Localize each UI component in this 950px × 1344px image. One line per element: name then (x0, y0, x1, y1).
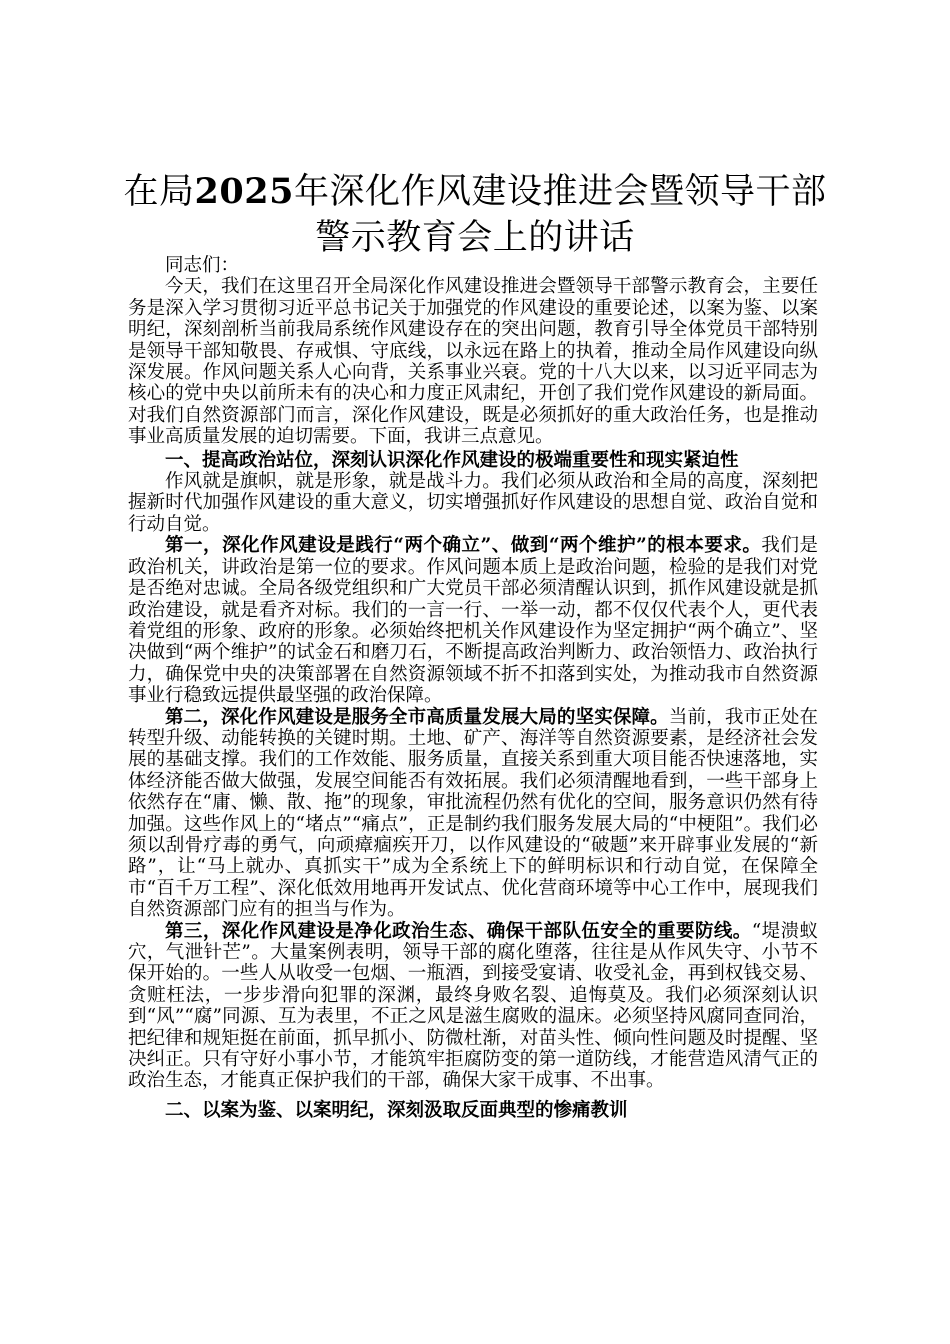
title-prefix: 在局 (123, 172, 195, 212)
point-2-text: 当前，我市正处在转型升级、动能转换的关键时期。土地、矿产、海洋等自然资源要素，是经济社会发展的基础支撑。我们的工作效能、服务质量，直接关系到重大项目能否快速落地，实体经济能否做大做强，发展空间能否有效拓展。我们必须清醒地看到，一些干部身上依然存在“庸、懒、散、拖”的现象，审批流程仍然有优化的空间，服务意识仍然有待加强。这些作风上的“堵点”“痛点”，正是制约我们服务发展大局的“中梗阻”。我们必须以刮骨疗毒的勇气，向顽瘴痼疾开刀，以作风建设的“破题”来开辟事业发展的“新路”，让“马上就办、真抓实干”成为全系统上下的鲜明标识和行动自觉，在保障全市“百千万工程”、深化低效用地再开发试点、优化营商环境等中心工作中，展现我们自然资源部门应有的担当与作为。 (128, 706, 818, 921)
point-1-lead: 第一，深化作风建设是践行“两个确立”、做到“两个维护”的根本要求。 (165, 535, 762, 557)
intro-paragraph: 今天，我们在这里召开全局深化作风建设推进会暨领导干部警示教育会，主要任务是深入学习贯彻习近平总书记关于加强党的作风建设的重要论述，以案为鉴、以案明纪，深刻剖析当前我局系统作风建设存在的突出问题，教育引导全体党员干部特别是领导干部知敬畏、存戒惧、守底线，以永远在路上的执着，推动全局作风建设向纵深发展。作风问题关系人心向背，关系事业兴衰。党的十八大以来，以习近平同志为核心的党中央以前所未有的决心和力度正风肃纪，开创了我们党作风建设的新局面。对我们自然资源部门而言，深化作风建设，既是必须抓好的重大政治任务，也是推动事业高质量发展的迫切需要。下面，我讲三点意见。 (128, 276, 818, 448)
point-2-paragraph (128, 707, 818, 921)
title-year: 2025 (194, 171, 294, 212)
section-1-heading: 一、提高政治站位，深刻认识深化作风建设的极端重要性和现实紧迫性 (165, 449, 739, 471)
salutation: 同志们： (165, 255, 240, 276)
section-1-intro-paragraph: 作风就是旗帜，就是形象，就是战斗力。我们必须从政治和全局的高度，深刻把握新时代加强作风建设的重大意义，切实增强抓好作风建设的思想自觉、政治自觉和行动自觉。 (128, 471, 818, 535)
point-1-text: 我们是政治机关，讲政治是第一位的要求。作风问题本质上是政治问题，检验的是我们对党是否绝对忠诚。全局各级党组织和广大党员干部必须清醒认识到，抓作风建设就是抓政治建设，就是看齐对标。我们的一言一行、一举一动，都不仅仅代表个人，更代表着党组的形象、政府的形象。必须始终把机关作风建设作为坚定拥护“两个确立”、坚决做到“两个维护”的试金石和磨刀石，不断提高政治判断力、政治领悟力、政治执行力，确保党中央的决策部署在自然资源领域不折不扣落到实处，为推动我市自然资源事业行稳致远提供最坚强的政治保障。 (128, 535, 818, 707)
document-title-line-1 (60, 170, 890, 214)
point-3-paragraph (128, 921, 818, 1092)
point-3-lead: 第三，深化作风建设是净化政治生态、确保干部队伍安全的重要防线。 (165, 920, 752, 942)
section-2-heading: 二、以案为鉴、以案明纪，深刻汲取反面典型的惨痛教训 (165, 1099, 628, 1121)
point-3-text: “堤溃蚁穴，气泄针芒”。大量案例表明，领导干部的腐化堕落，往往是从作风失守、小节不保开始的。一些人从收受一包烟、一瓶酒，到接受宴请、收受礼金，再到权钱交易、贪赃枉法，一步步滑向犯罪的深渊，最终身败名裂、追悔莫及。我们必须深刻认识到“风”“腐”同源、互为表里，不正之风是滋生腐败的温床。必须坚持风腐同查同治，把纪律和规矩挺在前面，抓早抓小、防微杜渐，对苗头性、倾向性问题及时提醒、坚决纠正。只有守好小事小节，才能筑牢拒腐防变的第一道防线，才能营造风清气正的政治生态，才能真正保护我们的干部，确保大家干成事、不出事。 (128, 920, 818, 1092)
title-suffix: 年深化作风建设推进会暨领导干部 (293, 172, 827, 212)
point-2-lead: 第二，深化作风建设是服务全市高质量发展大局的坚实保障。 (165, 706, 669, 728)
point-1-paragraph (128, 535, 818, 706)
document-title-line-2: 警示教育会上的讲话 (315, 218, 635, 258)
document-body (128, 255, 818, 1121)
